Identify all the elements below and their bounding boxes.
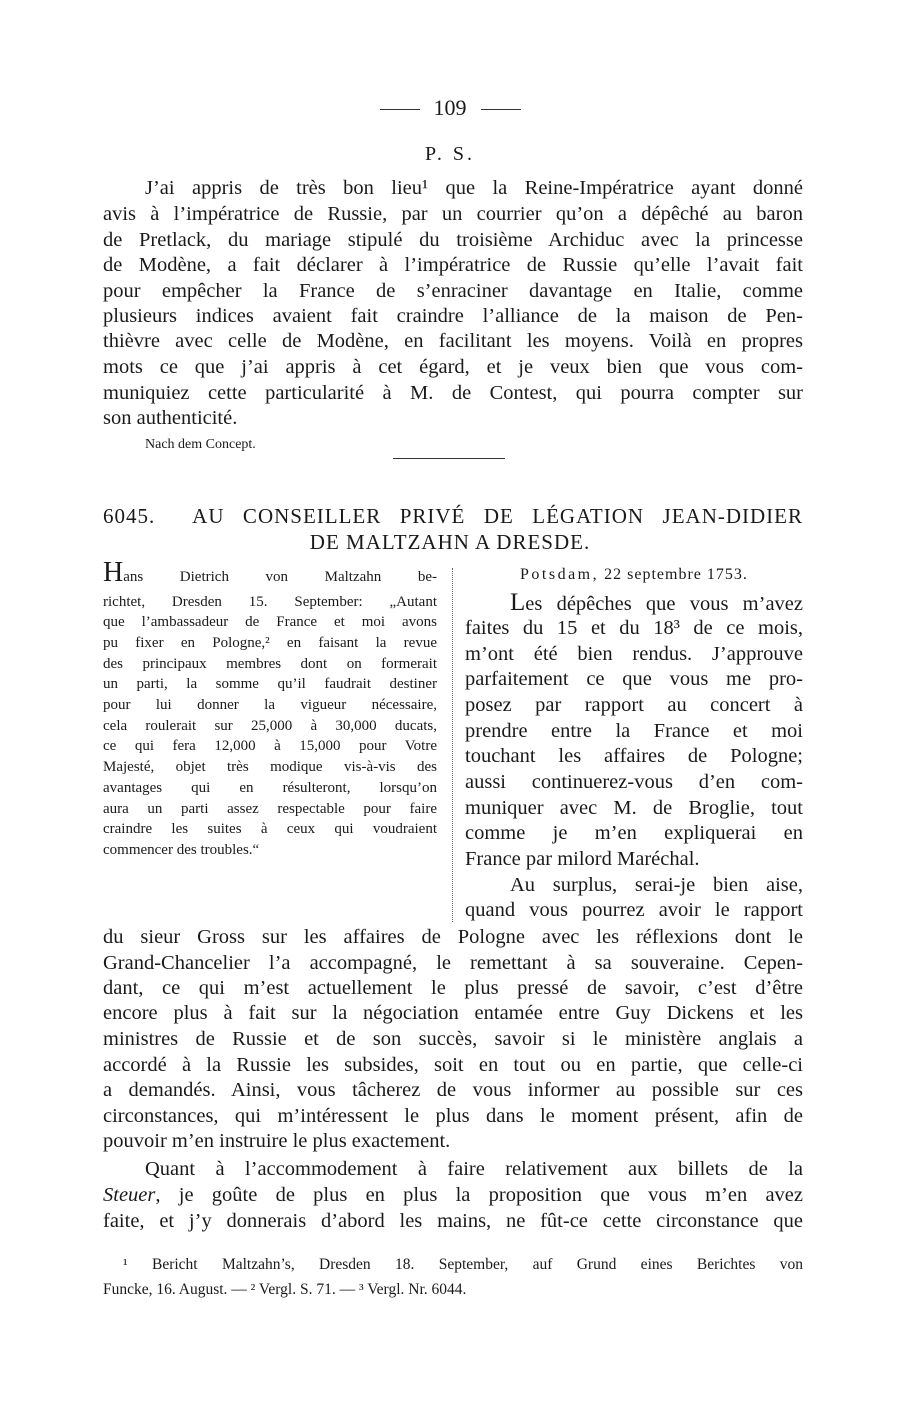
summary-line: aura un parti assez respectable pour faire: [103, 801, 437, 817]
body-line: dant, ce qui m’est actuellement le plus pressé de savoir, c’est d’être: [103, 977, 803, 999]
summary-line: commencer des troubles.“: [103, 842, 260, 858]
letter-heading-line1: [103, 503, 803, 529]
body-line: du sieur Gross sur les affaires de Pologne avec les réflexions dont le: [103, 926, 803, 948]
summary-line: pour lui donner la vigueur nécessaire,: [103, 697, 437, 713]
body-line: circonstances, qui m’intéressent le plus dans le moment présent, afin de: [103, 1105, 803, 1127]
letter-line: faites du 15 et du 18³ de ce mois,: [465, 617, 803, 639]
letter-line: parfaitement ce que vous me pro-: [465, 668, 803, 690]
body-line: ministres de Russie et de son succès, savoir si le ministère anglais a: [103, 1028, 803, 1050]
letter-line: posez par rapport au concert à: [465, 694, 803, 716]
dateline-place: Potsdam,: [520, 566, 600, 583]
summary-line: un parti, la somme qu’il faudrait destiner: [103, 676, 437, 692]
dateline-date: 22 septembre 1753.: [604, 566, 748, 583]
summary-line: [103, 557, 437, 588]
ps-line: de Pretlack, du mariage stipulé du troisième Archiduc avec la princesse: [103, 229, 803, 251]
ps-line: mots ce que j’ai appris à cet égard, et je veux bien que vous com-: [103, 356, 803, 378]
summary-line: ce qui fera 12,000 à 15,000 pour Votre: [103, 738, 437, 754]
ps-line: J’ai appris de très bon lieu¹ que la Reine-Impératrice ayant donné: [145, 177, 803, 199]
ps-line: thièvre avec celle de Modène, en facilitant les moyens. Voilà en propres: [103, 330, 803, 352]
page-number: [0, 95, 900, 121]
final-line: [103, 1182, 803, 1208]
ps-line: pour empêcher la France de s’enraciner davantage en Italie, comme: [103, 280, 803, 302]
letter-line: aussi continuerez-vous d’en com-: [465, 771, 803, 793]
letter-line: comme je m’en expliquerai en: [465, 822, 803, 844]
summary-line-text: ans Dietrich von Maltzahn be-: [123, 569, 437, 585]
summary-dropcap: H: [103, 557, 124, 588]
letter-line: France par milord Maréchal.: [465, 848, 700, 870]
letter-line-text: es dépêches que vous m’avez: [525, 593, 803, 615]
body-line: a demandés. Ainsi, vous tâcherez de vous informer au possible sur ces: [103, 1079, 803, 1101]
letter-line: m’ont été bien rendus. J’approuve: [465, 643, 803, 665]
steuer-word: Steuer: [103, 1184, 156, 1206]
section-divider: [393, 458, 505, 459]
footnote-line: ¹ Bericht Maltzahn’s, Dresden 18. September, auf Grund eines Berichtes von: [123, 1256, 803, 1273]
summary-line: cela roulerait sur 25,000 à 30,000 ducats,: [103, 718, 437, 734]
body-line: Grand-Chancelier l’a accompagné, le remettant à sa souveraine. Cepen-: [103, 952, 803, 974]
summary-line: pu fixer en Pologne,² en faisant la revue: [103, 635, 437, 651]
dateline: [520, 566, 748, 584]
letter-line: touchant les affaires de Pologne;: [465, 745, 803, 767]
summary-line: craindre les suites à ceux qui voudraient: [103, 821, 437, 837]
letter-heading-line2: DE MALTZAHN A DRESDE.: [309, 530, 591, 554]
ps-line: de Modène, a fait déclarer à l’impératrice de Russie qu’elle l’avait fait: [103, 254, 803, 276]
letter-heading-text: AU CONSEILLER PRIVÉ DE LÉGATION JEAN-DIDIER: [192, 504, 803, 528]
concept-note: Nach dem Concept.: [145, 437, 256, 452]
ps-line: avis à l’impératrice de Russie, par un courrier qu’on a dépêché au baron: [103, 203, 803, 225]
page-number-text: 109: [433, 95, 467, 120]
summary-line: des principaux membres dont on formerait: [103, 656, 437, 672]
final-line: Quant à l’accommodement à faire relativement aux billets de la: [145, 1158, 803, 1180]
body-line: pouvoir m’en instruire le plus exactement.: [103, 1130, 451, 1152]
final-line: faite, et j’y donnerais d’abord les mains, ne fût-ce cette circonstance que: [103, 1210, 803, 1232]
letter-line: Au surplus, serai-je bien aise,: [510, 874, 803, 896]
letter-line: prendre entre la France et moi: [465, 720, 803, 742]
summary-line: que l’ambassadeur de France et moi avons: [103, 614, 437, 630]
summary-line: avantages qui en résulteront, lorsqu’on: [103, 780, 437, 796]
letter-line: [510, 590, 803, 618]
letter-number: 6045.: [103, 504, 156, 528]
final-line-text: , je goûte de plus en plus la proposition que vous m’en avez: [155, 1184, 803, 1206]
page-number-rule-right: [481, 109, 521, 110]
letter-line: quand vous pourrez avoir le rapport: [465, 899, 803, 921]
body-line: encore plus à fait sur la négociation entamée entre Guy Dickens et les: [103, 1002, 803, 1024]
ps-heading: P. S.: [424, 143, 476, 165]
summary-line: Majesté, objet très modique vis-à-vis des: [103, 759, 437, 775]
letter-initial: L: [510, 589, 526, 616]
summary-line: richtet, Dresden 15. September: „Autant: [103, 594, 437, 610]
footnote-line: Funcke, 16. August. — ² Vergl. S. 71. — ³ Vergl. Nr. 6044.: [103, 1281, 467, 1298]
column-divider: [452, 568, 453, 922]
ps-line: son authenticité.: [103, 407, 238, 429]
ps-line: plusieurs indices avaient fait craindre l’alliance de la maison de Pen-: [103, 305, 803, 327]
body-line: accordé à la Russie les subsides, soit en tout ou en partie, que celle-ci: [103, 1054, 803, 1076]
page-number-rule-left: [380, 109, 420, 110]
ps-line: muniquiez cette particularité à M. de Contest, qui pourra compter sur: [103, 382, 803, 404]
letter-line: muniquer avec M. de Broglie, tout: [465, 797, 803, 819]
